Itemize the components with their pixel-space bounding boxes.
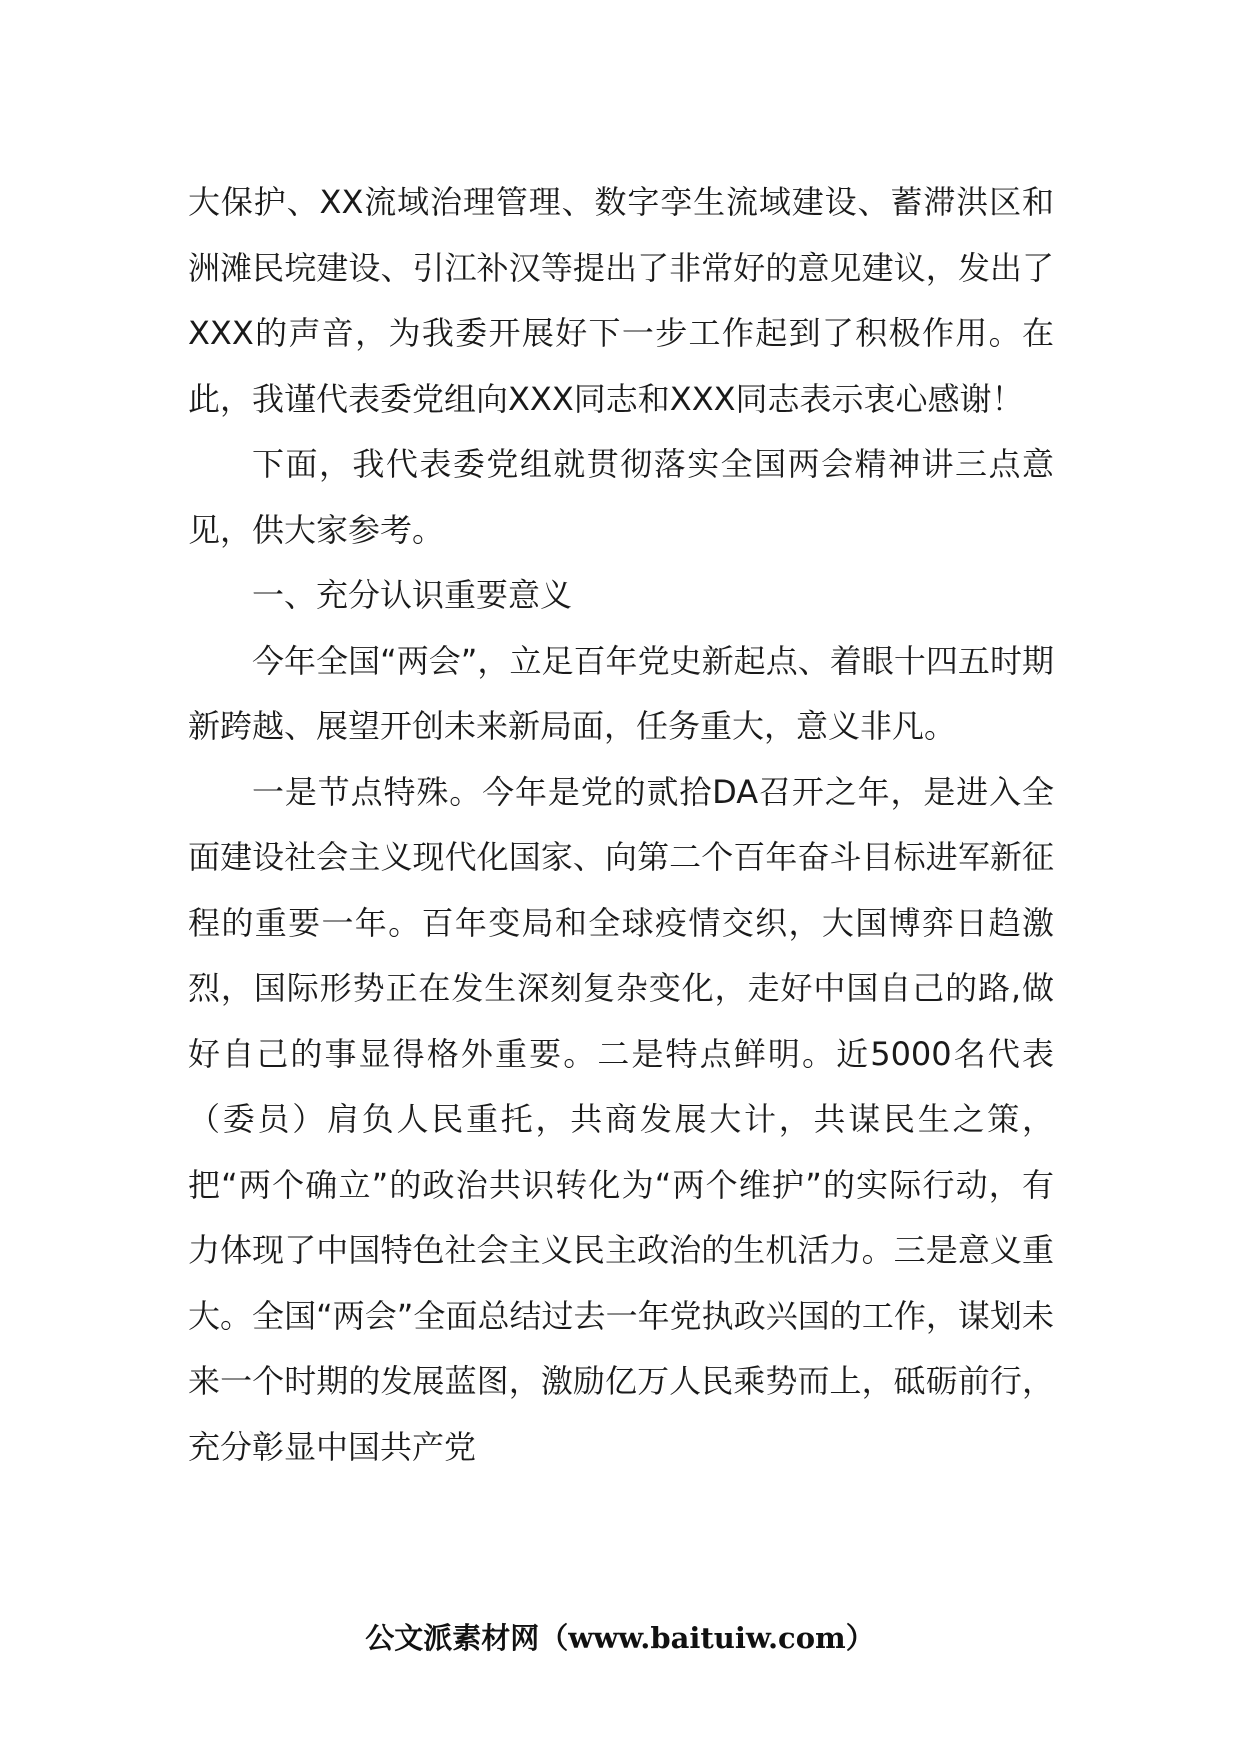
paragraph-significance: 今年全国“两会”，立足百年党史新起点、着眼十四五时期新跨越、展望开创未来新局面，任务重大，意义非凡。 xyxy=(188,641,1054,745)
paragraph-intro: 下面，我代表委党组就贯彻落实全国两会精神讲三点意见，供大家参考。 xyxy=(188,445,1054,549)
section-heading: 一、充分认识重要意义 xyxy=(252,576,573,614)
paragraph-continuation: 大保护、XX流域治理管理、数字孪生流域建设、蓄滞洪区和洲滩民垸建设、引江补汉等提出了非常好的意见建议，发出了XXX的声音，为我委开展好下一步工作起到了积极作用。在此，我谨代表委党组向XXX同志和XXX同志表示衷心感谢！ xyxy=(188,183,1054,418)
document-body xyxy=(188,170,1054,1480)
footer-watermark: 公文派素材网（www.baituiw.com） xyxy=(365,1621,875,1655)
paragraph-points: 一是节点特殊。今年是党的贰拾DA召开之年，是进入全面建设社会主义现代化国家、向第二个百年奋斗目标进军新征程的重要一年。百年变局和全球疫情交织，大国博弈日趋激烈，国际形势正在发生深刻复杂变化，走好中国自己的路,做好自己的事显得格外重要。二是特点鲜明。近5000名代表（委员）肩负人民重托，共商发展大计，共谋民生之策，把“两个确立”的政治共识转化为“两个维护”的实际行动，有力体现了中国特色社会主义民主政治的生机活力。三是意义重大。全国“两会”全面总结过去一年党执政兴国的工作，谋划未来一个时期的发展蓝图，激励亿万人民乘势而上，砥砺前行，充分彰显中国共产党 xyxy=(188,772,1054,1466)
